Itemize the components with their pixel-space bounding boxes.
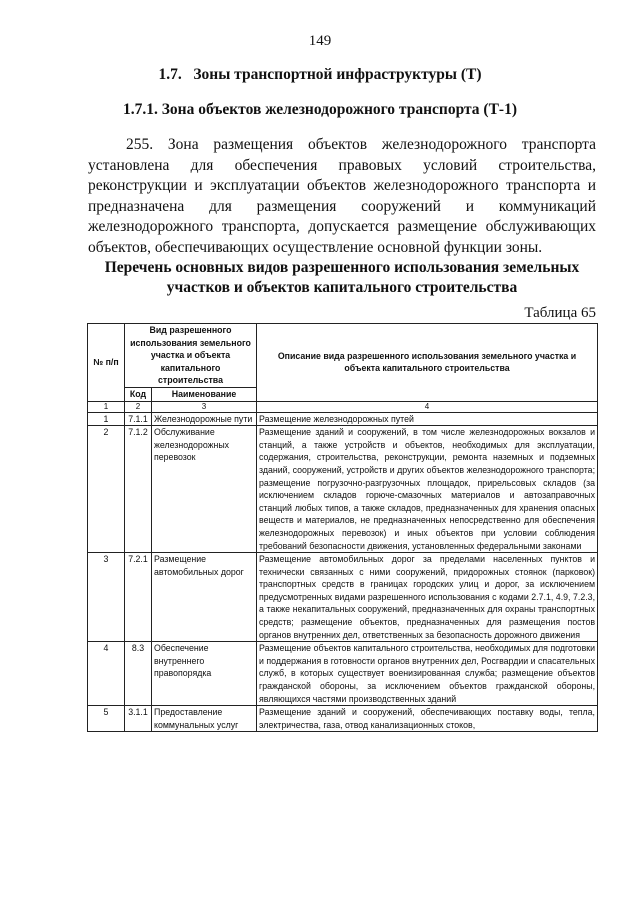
row-number: 2 [88,426,125,553]
row-name: Железнодорожные пути [152,412,257,426]
table-header-row [88,324,598,388]
row-code: 7.1.2 [125,426,152,553]
list-title-line: участков и объектов капитального строительства [166,279,518,296]
row-name: Обслуживание железнодорожных перевозок [152,426,257,553]
section-title: 1.7. Зоны транспортной инфраструктуры (Т) [158,66,482,83]
row-name: Размещение автомобильных дорог [152,553,257,642]
column-number: 1 [88,401,125,412]
table-row [88,412,598,426]
list-title [88,258,596,298]
row-code: 7.2.1 [125,553,152,642]
paragraph-line: предназначена для размещения сооружений и коммуникаций [88,197,596,215]
paragraph-line: реконструкции и эксплуатации объектов железнодорожного транспорта и [88,177,596,194]
table-row [88,642,598,706]
paragraph-line: установлена для обеспечения правовых условий строительства, [88,156,596,174]
page-number: 149 [308,33,332,49]
paragraph-line: 255. Зона размещения объектов железнодорожного транспорта [126,136,596,153]
row-code: 7.1.1 [125,412,152,426]
row-description: Размещение зданий и сооружений, в том числе железнодорожных вокзалов и станций, а также устройств и объектов, необходимых для эксплуатации, содержания, строительства, реконструкции, ремонта наземных и подземных зданий, сооружений, устройств и других объектов железнодорожного транспорта; размещение погрузочно-разгрузочных площадок, прирельсовых складов (за исключением складов горюче-смазочных материалов и автозаправочных станций любых типов, а также складов, предназначенных для хранения опасных веществ и материалов, не предназначенных непосредственно для обеспечения железнодорожных перевозок) и иных объектов при условии соблюдения требований безопасности движения, установленных федеральными законами [257,426,598,553]
row-code: 8.3 [125,642,152,706]
row-description: Размещение автомобильных дорог за пределами населенных пунктов и технически связанных с ними сооружений, придорожных стоянок (парковок) транспортных средств в границах городских улиц и дорог, за исключением предусмотренных видами разрешенного использования с кодами 2.7.1, 4.9, 7.2.3, а также некапитальных сооружений, предназначенных для охраны транспортных средств; размещение объектов, предназначенных для размещения постов органов внутренних дел, ответственных за безопасность дорожного движения [257,553,598,642]
header-name: Наименование [152,387,257,401]
paragraph-line: объектов, обеспечивающих осуществление основной функции зоны. [88,238,543,256]
row-description: Размещение железнодорожных путей [257,412,598,426]
list-title-line: Перечень основных видов разрешенного использования земельных [104,259,580,276]
header-kind: Вид разрешенного использования земельного участка и объекта капитального строительства [125,324,257,388]
header-code: Код [125,387,152,401]
row-description: Размещение зданий и сооружений, обеспечивающих поставку воды, тепла, электричества, газа, отвод канализационных стоков, [257,706,598,732]
permitted-use-table [87,323,598,732]
row-number: 1 [88,412,125,426]
row-code: 3.1.1 [125,706,152,732]
column-number: 4 [257,401,598,412]
table-row [88,426,598,553]
subsection-title: 1.7.1. Зона объектов железнодорожного транспорта (Т-1) [122,101,518,118]
row-number: 4 [88,642,125,706]
column-number-row [88,401,598,412]
paragraph-line: железнодорожного транспорта, допускается размещение обслуживающих [88,218,596,235]
row-name: Предоставление коммунальных услуг [152,706,257,732]
column-number: 3 [152,401,257,412]
zone-description-paragraph [88,135,596,258]
row-number: 5 [88,706,125,732]
table-row [88,553,598,642]
row-description: Размещение объектов капитального строительства, необходимых для подготовки и поддержания в готовности органов внутренних дел, Росгвардии и спасательных служб, в которых существует военизированная служба; размещение объектов гражданской обороны, за исключением объектов гражданской обороны, являющихся частями производственных зданий [257,642,598,706]
table-caption: Таблица 65 [524,305,596,321]
row-name: Обеспечение внутреннего правопорядка [152,642,257,706]
row-number: 3 [88,553,125,642]
table-row [88,706,598,732]
header-num: № п/п [88,324,125,402]
header-description: Описание вида разрешенного использования земельного участка и объекта капитального строительства [257,324,598,402]
column-number: 2 [125,401,152,412]
